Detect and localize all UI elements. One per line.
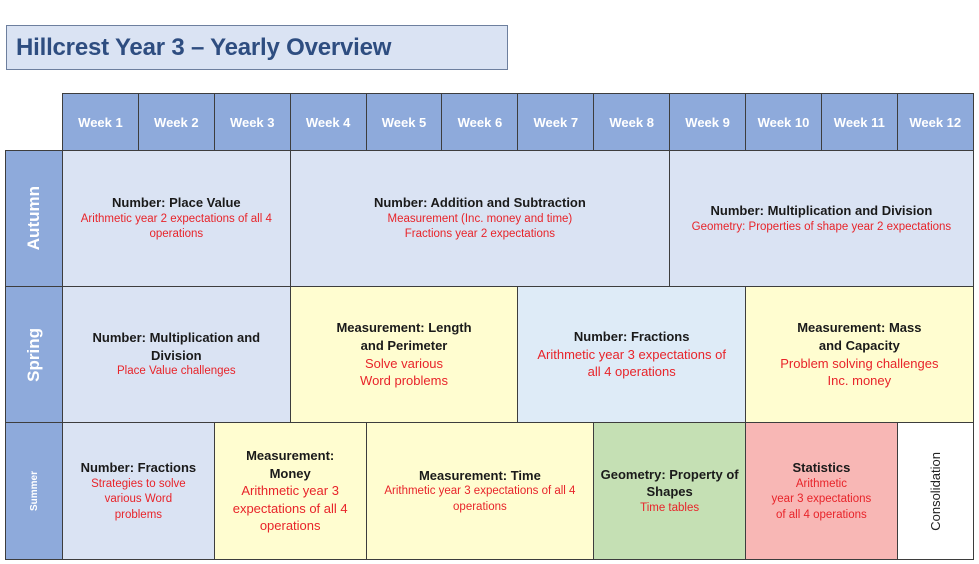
topic-heading: Statistics — [792, 459, 851, 475]
topic-detail: Problem solving challenges — [780, 355, 939, 371]
topic-heading: Geometry: Property of Shapes — [600, 466, 739, 500]
week-header: Week 1 — [62, 93, 139, 151]
term-spring — [5, 286, 63, 423]
spring-mass-capacity — [745, 286, 974, 423]
spring-multiplication-division — [62, 286, 291, 423]
week-header: Week 5 — [366, 93, 443, 151]
week-header: Week 4 — [290, 93, 367, 151]
week-header: Week 9 — [669, 93, 746, 151]
page-title: Hillcrest Year 3 – Yearly Overview — [6, 25, 508, 70]
topic-detail: Measurement (Inc. money and time) — [387, 212, 573, 225]
term-summer — [5, 422, 63, 560]
topic-detail: Solve various Word problems — [360, 355, 448, 389]
topic-heading: Number: Addition and Subtraction — [373, 195, 586, 211]
topic-heading: Number: Fractions — [80, 459, 197, 475]
summer-money — [214, 422, 367, 560]
topic-detail: year 3 expectations of all 4 operations — [771, 493, 872, 521]
topic-detail: Arithmetic year 3 expectations of all 4 operations — [384, 485, 576, 513]
spring-length-perimeter — [290, 286, 519, 423]
topic-detail: Place Value challenges — [116, 365, 236, 378]
topic-heading: Measurement: Time — [418, 467, 541, 483]
topic-detail: Arithmetic year 3 expectations of all 4 operations — [537, 346, 726, 380]
autumn-place-value — [62, 150, 291, 287]
topic-heading: Number: Fractions — [573, 329, 690, 345]
topic-detail: Strategies to solve various Word problems — [91, 477, 186, 521]
topic-detail: Geometry: Properties of shape year 2 expectations — [691, 220, 952, 233]
week-header: Week 2 — [138, 93, 215, 151]
week-header: Week 3 — [214, 93, 291, 151]
overview-table — [5, 93, 973, 559]
topic-detail: Arithmetic year 2 expectations of all 4 operations — [80, 212, 272, 241]
term-label: Summer — [28, 470, 40, 511]
autumn-multiplication-division — [669, 150, 974, 287]
table-corner — [5, 93, 63, 151]
summer-fractions — [62, 422, 215, 560]
term-label: Autumn — [24, 186, 43, 251]
term-label: Spring — [24, 327, 43, 382]
summer-statistics — [745, 422, 898, 560]
topic-heading: Measurement: Money — [246, 448, 335, 481]
week-header: Week 12 — [897, 93, 974, 151]
week-header: Week 7 — [517, 93, 594, 151]
summer-time — [366, 422, 595, 560]
topic-heading: Measurement: Mass and Capacity — [797, 320, 922, 353]
topic-detail: Time tables — [640, 501, 700, 514]
topic-detail: Arithmetic — [795, 477, 847, 490]
summer-consolidation — [897, 422, 974, 560]
topic-heading: Number: Multiplication and Division — [92, 330, 261, 363]
topic-heading: Measurement: Length and Perimeter — [336, 320, 472, 353]
topic-heading: Number: Multiplication and Division — [710, 202, 933, 218]
week-header: Week 10 — [745, 93, 822, 151]
week-header: Week 6 — [441, 93, 518, 151]
consolidation-label: Consolidation — [927, 451, 943, 531]
topic-detail: Inc. money — [827, 373, 892, 389]
week-header: Week 11 — [821, 93, 898, 151]
topic-detail: Arithmetic year 3 expectations of all 4 operations — [232, 483, 348, 534]
term-autumn — [5, 150, 63, 287]
topic-heading: Number: Place Value — [112, 195, 241, 211]
topic-detail: Fractions year 2 expectations — [404, 228, 555, 241]
summer-geometry — [593, 422, 746, 560]
spring-fractions — [517, 286, 746, 423]
autumn-addition-subtraction — [290, 150, 670, 287]
week-header: Week 8 — [593, 93, 670, 151]
